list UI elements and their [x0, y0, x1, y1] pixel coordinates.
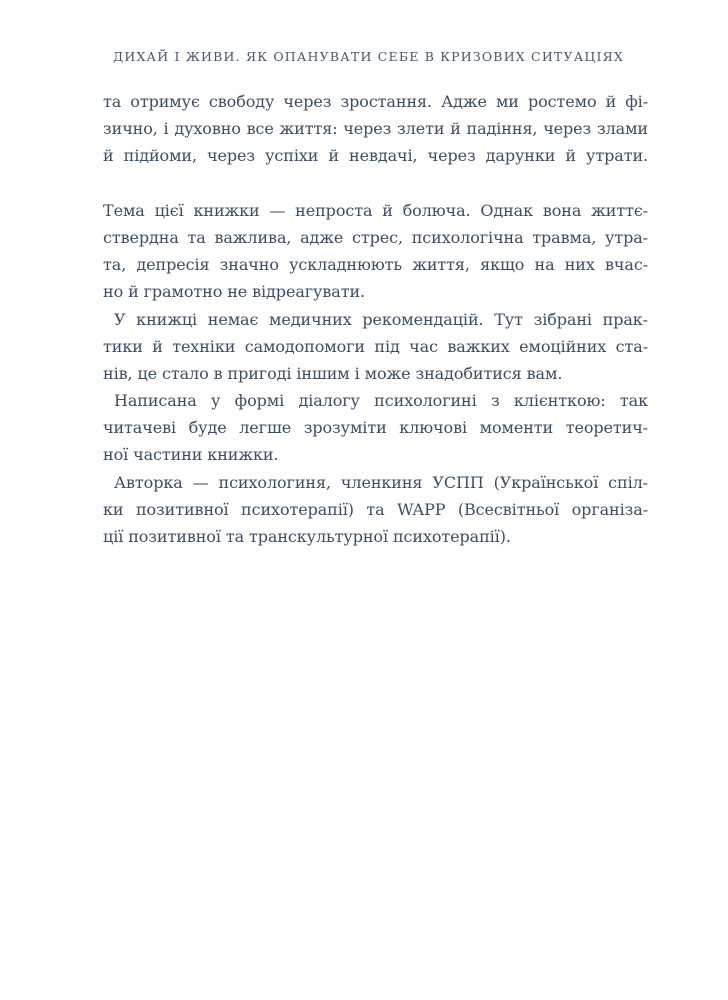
- text-line: тики й техніки самодопомоги під час важких емоційних ста-: [103, 336, 648, 356]
- text-line: й підйоми, через успіхи й невдачі, через дарунки й утрати.: [103, 146, 648, 166]
- text-line: Авторка — психологиня, членкиня УСПП (Української спіл-: [114, 472, 648, 492]
- text-line: ної частини книжки.: [103, 445, 279, 465]
- paragraph: [103, 387, 648, 469]
- running-header: ДИХАЙ І ЖИВИ. ЯК ОПАНУВАТИ СЕБЕ В КРИЗОВИХ СИТУАЦІЯХ: [113, 49, 624, 64]
- text-line: Написана у формі діалогу психологині з клієнткою: так: [114, 391, 648, 411]
- text-line: нів, це стало в пригоді іншим і може знадобитися вам.: [103, 363, 563, 383]
- text-line: ції позитивної та транскультурної психотерапії).: [103, 527, 511, 546]
- text-line: зично, і духовно все життя: через злети й падіння, через злами: [103, 119, 648, 139]
- text-line: ки позитивної психотерапії) та WAPP (Всесвітньої організа-: [103, 499, 648, 519]
- paragraph: [103, 306, 648, 388]
- text-line: но й грамотно не відреагувати.: [103, 282, 366, 302]
- text-line: У книжці немає медичних рекомендацій. Тут зібрані прак-: [114, 309, 648, 329]
- text-line: Тема цієї книжки — непроста й болюча. Однак вона життє-: [103, 200, 648, 220]
- paragraph: [103, 88, 648, 170]
- text-line: та отримує свободу через зростання. Адже ми ростемо й фі-: [103, 92, 648, 111]
- paragraph: [103, 469, 648, 551]
- text-line: ствердна та важлива, адже стрес, психологічна травма, утра-: [103, 227, 648, 247]
- paragraph: [103, 197, 648, 306]
- page-text: [103, 88, 648, 550]
- text-line: та, депресія значно ускладнюють життя, якщо на них вчас-: [103, 255, 648, 275]
- text-line: читачеві буде легше зрозуміти ключові моменти теоретич-: [103, 418, 648, 438]
